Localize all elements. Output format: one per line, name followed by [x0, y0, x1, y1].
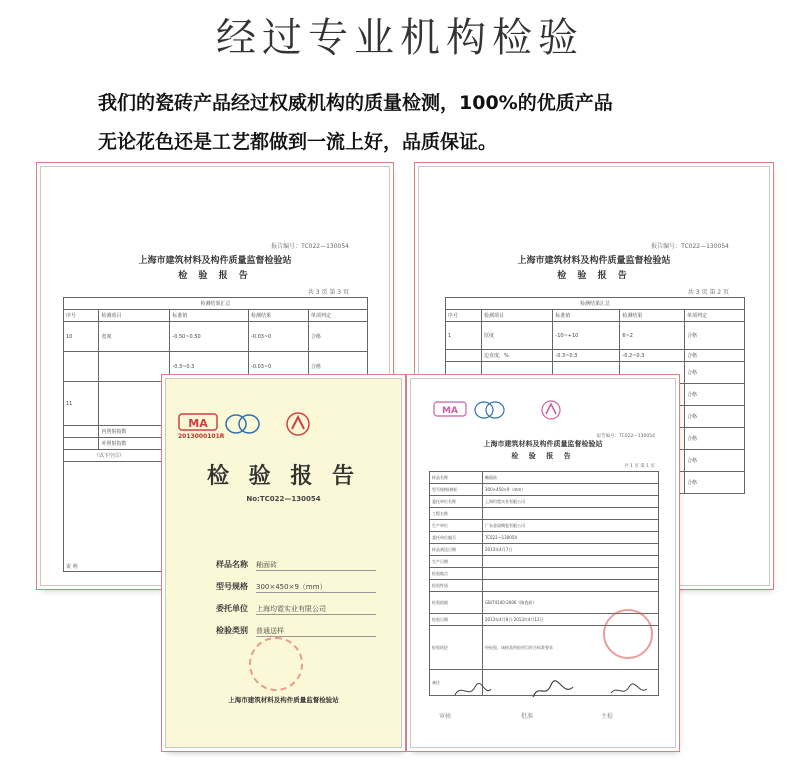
- table-header: 检测结果: [620, 310, 685, 322]
- signature-label: 主检: [601, 713, 614, 720]
- table-cell: -0.03~0: [249, 322, 309, 352]
- row-label: 生产日期: [430, 556, 483, 568]
- row-value: [483, 568, 659, 580]
- table-cell: 合格: [684, 406, 744, 428]
- table-cell: 11: [64, 382, 99, 426]
- row-label: 检验地点: [430, 568, 483, 580]
- table-caption: 检测结果汇总: [446, 298, 745, 310]
- row-value: 300×450×9（mm）: [483, 484, 659, 496]
- field-value: 上海均霓实业有限公司: [256, 604, 376, 615]
- table-cell: 合格: [684, 472, 744, 494]
- row-label: 检验性质: [430, 580, 483, 592]
- notes-cell: 说 明: [64, 462, 368, 572]
- row-value: 广东金晟陶瓷有限公司: [483, 520, 659, 532]
- table-header: 序号: [446, 310, 482, 322]
- table-header: 单项判定: [308, 310, 367, 322]
- table-cell: 外照射指数: [99, 438, 170, 450]
- table-cell: 合格: [308, 352, 367, 382]
- table-cell: 合格: [308, 322, 367, 352]
- row-value: GB/T4100-2006《陶瓷砖》: [483, 592, 659, 614]
- row-value: 釉面砖: [483, 472, 659, 484]
- table-caption: 检测结果汇总: [64, 298, 368, 310]
- row-value: 2013年4月7日: [483, 544, 659, 556]
- row-value: [483, 556, 659, 568]
- row-value: [483, 508, 659, 520]
- table-cell: 合格: [684, 384, 744, 406]
- report-subtitle: 检 验 报 告: [511, 452, 575, 460]
- field-label: 型号规格: [216, 582, 248, 591]
- row-value: TC022—130054: [483, 532, 659, 544]
- table-header: 标准值: [170, 310, 249, 322]
- cover-report-number: No:TC022—130054: [246, 495, 321, 503]
- table-cell: 合格: [684, 362, 744, 384]
- row-label: 委托单位名称: [430, 496, 483, 508]
- table-cell: -0.50~0.50: [170, 322, 249, 352]
- report-number: 报告编号：TC022—130054: [596, 434, 655, 439]
- table-header: 检测项目: [482, 310, 553, 322]
- table-cell: 6~2: [620, 322, 685, 350]
- signature-label: 批准: [521, 713, 534, 720]
- table-cell: 合格: [684, 322, 744, 350]
- signature-label: 审核: [439, 713, 452, 720]
- table-cell: -10~+10: [553, 322, 620, 350]
- detail-table: [429, 471, 659, 696]
- row-label: 检验日期: [430, 614, 483, 626]
- cover-organization: 上海市建筑材料及构件质量监督检验站: [228, 696, 339, 704]
- table-cell: -0.3~0.3: [170, 352, 249, 382]
- intro-line-2: 无论花色还是工艺都做到一流上好，品质保证。: [98, 131, 498, 153]
- report-number: 报告编号：TC022—130054: [651, 243, 729, 250]
- field-value: 釉面砖: [256, 560, 376, 571]
- field-label: 样品名称: [216, 560, 248, 569]
- report-cover-page: [165, 378, 402, 748]
- field-value: 普通送样: [256, 626, 376, 637]
- ma-number: 2013000101R: [178, 433, 225, 440]
- cal-logo: [284, 411, 312, 443]
- table-cell: 1: [446, 322, 482, 350]
- row-label: 样品名称: [430, 472, 483, 484]
- row-label: 委托单位编号: [430, 532, 483, 544]
- svg-text:MA: MA: [188, 417, 208, 430]
- field-label: 委托单位: [216, 604, 248, 613]
- row-value: 上海均霓实业有限公司: [483, 496, 659, 508]
- table-cell: -0.03~0: [249, 352, 309, 382]
- table-cell: -0.3~0.3: [553, 350, 620, 362]
- table-cell: [64, 352, 99, 382]
- page-indicator: 共 3 页 第 2 页: [687, 289, 729, 296]
- table-cell: -0.2~0.3: [620, 350, 685, 362]
- field-value: 300×450×9（mm）: [256, 582, 376, 593]
- row-label: 备注: [430, 670, 483, 696]
- official-seal: [249, 637, 303, 691]
- table-cell: [64, 438, 99, 450]
- table-header: 序号: [64, 310, 99, 322]
- row-value: 经检验，该样品所检项目符合标准要求: [483, 626, 659, 670]
- report-title: 上海市建筑材料及构件质量监督检验站: [517, 256, 671, 266]
- table-cell: 10: [64, 322, 99, 352]
- report-number: 报告编号：TC022—130054: [271, 243, 349, 250]
- cal-logo: [539, 399, 563, 427]
- table-cell: [64, 426, 99, 438]
- row-label: 生产单位: [430, 520, 483, 532]
- table-cell: 内照射指数: [99, 426, 170, 438]
- table-cell: 合格: [684, 428, 744, 450]
- official-seal: [603, 609, 653, 659]
- row-value: [483, 580, 659, 592]
- field-label: 检验类别: [216, 626, 248, 635]
- handwritten-signatures: [451, 679, 651, 703]
- page-indicator: 共 3 页 第 3 页: [307, 289, 349, 296]
- report-subtitle: 检 验 报 告: [557, 271, 631, 281]
- svg-text:MA: MA: [442, 406, 458, 416]
- cover-title: 检 验 报 告: [207, 464, 360, 489]
- table-footer: （以下空白）: [64, 450, 368, 462]
- table-cell: 宽度: [99, 322, 170, 352]
- table-cell: 边直度，%: [482, 350, 553, 362]
- report-subtitle: 检 验 报 告: [178, 271, 252, 281]
- table-cell: [99, 352, 170, 382]
- table-cell: 厚度: [482, 322, 553, 350]
- row-value: 2013年4月8日-2013年4月12日: [483, 614, 659, 626]
- table-header: 检测项目: [99, 310, 170, 322]
- row-label: 检验依据: [430, 592, 483, 614]
- table-cell: 合格: [684, 450, 744, 472]
- page-headline: 经过专业机构检验: [216, 15, 584, 61]
- report-title: 上海市建筑材料及构件质量监督检验站: [138, 256, 292, 266]
- row-label: 样品到达日期: [430, 544, 483, 556]
- table-header: 单项判定: [684, 310, 744, 322]
- table-cell: 合格: [684, 350, 744, 362]
- table-cell: [446, 350, 482, 362]
- report-detail-page: [410, 378, 676, 748]
- cnas-logo: [473, 401, 505, 425]
- row-label: 工程名称: [430, 508, 483, 520]
- row-label: 型号规格/商标: [430, 484, 483, 496]
- report-title: 上海市建筑材料及构件质量监督检验站: [483, 440, 603, 448]
- row-label: 检验结论: [430, 626, 483, 670]
- table-header: 检测结果: [249, 310, 309, 322]
- table-header: 标准值: [553, 310, 620, 322]
- table-cell: [99, 382, 170, 426]
- ma-certification-logo: [433, 401, 467, 425]
- cnas-logo: [224, 413, 260, 441]
- intro-line-1: 我们的瓷砖产品经过权威机构的质量检测，100%的优质产品: [98, 92, 613, 114]
- page-indicator: 共 1 页 第 1 页: [624, 464, 655, 469]
